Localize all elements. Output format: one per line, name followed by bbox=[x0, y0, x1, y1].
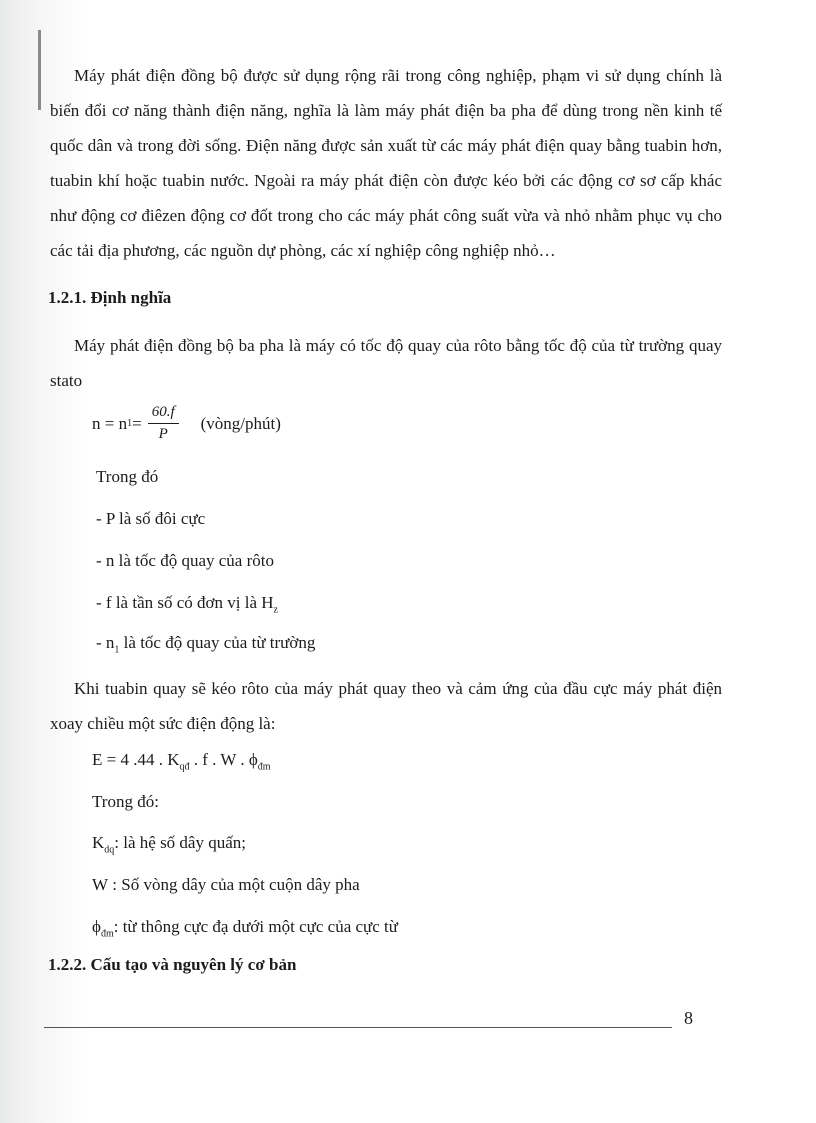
formula-numerator: 60.f bbox=[148, 404, 179, 424]
section-heading-definition: 1.2.1. Định nghĩa bbox=[48, 288, 172, 307]
speed-formula bbox=[92, 404, 281, 443]
formula-denominator: P bbox=[158, 426, 168, 442]
formula-lhs: n = n bbox=[92, 413, 128, 433]
definition-item: - P là số đôi cực bbox=[96, 509, 206, 528]
emf-formula: E = 4 .44 . $K_{qđ}$ . f . W . $\phi_{đm}$ bbox=[92, 750, 271, 773]
intro-paragraph: Máy phát điện đồng bộ được sử dụng rộng rãi trong công nghiệp, phạm vi sử dụng chính là biến đổi cơ năng thành điện năng, nghĩa là làm máy phát điện ba pha để dùng trong nền kinh tế quốc dân và trong đời sống. Điện năng được sản xuất từ các máy phát điện quay bằng tuabin hơn, tuabin khí hoặc tuabin nước. Ngoài ra máy phát điện còn được kéo bởi các động cơ sơ cấp khác như động cơ điêzen động cơ đốt trong cho các máy phát công suất vừa và nhỏ nhằm phục vụ cho các tải địa phương, các nguồn dự phòng, các xí nghiệp công nghiệp nhỏ… bbox=[50, 66, 722, 260]
term-item: $\phi_{đm}$: từ thông cực đạ dưới một cực của cực từ bbox=[92, 917, 398, 940]
binding-edge bbox=[38, 30, 41, 110]
where-label-2: Trong đó: bbox=[92, 792, 159, 811]
footer-rule bbox=[44, 1027, 672, 1028]
formula-unit: (vòng/phút) bbox=[200, 413, 281, 433]
definition-item: - $n_1$ là tốc độ quay của từ trường bbox=[96, 633, 316, 656]
formula-equals: = bbox=[132, 413, 142, 433]
section-heading-structure: 1.2.2. Cấu tạo và nguyên lý cơ bản bbox=[48, 955, 297, 974]
where-label: Trong đó bbox=[96, 467, 159, 486]
emf-paragraph: Khi tuabin quay sẽ kéo rôto của máy phát quay theo và cảm ứng của đầu cực máy phát điện xoay chiều một sức điện động là: bbox=[50, 679, 722, 733]
definition-item: - n là tốc độ quay của rôto bbox=[96, 551, 274, 570]
term-item: W : Số vòng dây của một cuộn dây pha bbox=[92, 875, 360, 894]
definition-paragraph: Máy phát điện đồng bộ ba pha là máy có tốc độ quay của rôto bằng tốc độ của từ trường quay stato bbox=[50, 336, 722, 390]
definition-item: - f là tần số có đơn vị là $H_z$ bbox=[96, 593, 278, 616]
formula-fraction bbox=[148, 404, 179, 443]
formula-lhs-subscript: 1 bbox=[127, 418, 133, 429]
term-item: $K_{dq}$: là hệ số dây quấn; bbox=[92, 833, 246, 856]
page-number: 8 bbox=[684, 1008, 693, 1028]
